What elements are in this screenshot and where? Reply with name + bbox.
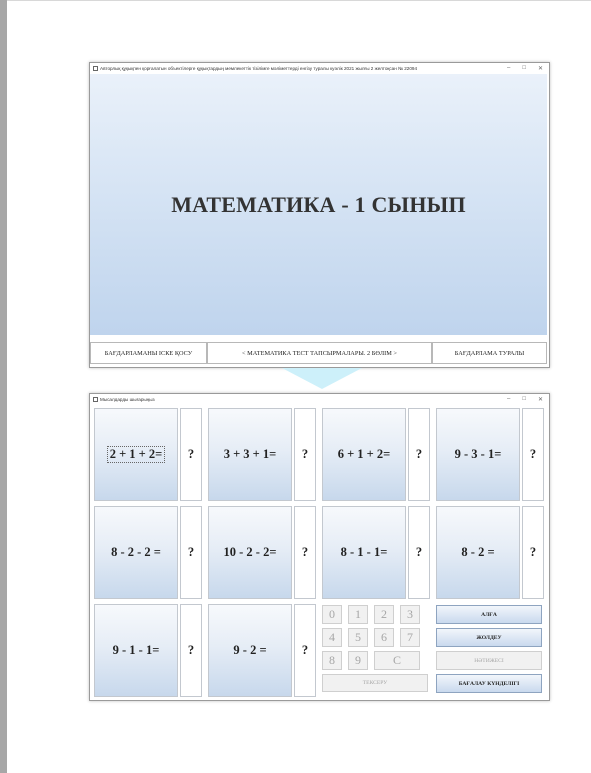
keypad-digit-3[interactable]: 3 xyxy=(400,605,420,624)
page-edge xyxy=(0,0,7,773)
keypad-digit-7[interactable]: 7 xyxy=(400,628,420,647)
keypad-digit-0[interactable]: 0 xyxy=(322,605,342,624)
keypad-clear-button[interactable]: C xyxy=(374,651,420,670)
splash-window xyxy=(89,62,550,368)
maximize-icon[interactable]: □ xyxy=(522,65,526,71)
assessment-diary-button[interactable]: БАҒАЛАУ КҮНДЕЛІГІ xyxy=(436,674,542,693)
splash-button-bar xyxy=(90,342,547,364)
maximize-icon[interactable]: □ xyxy=(522,396,526,402)
connector-arrow xyxy=(282,368,362,389)
keypad-digit-1[interactable]: 1 xyxy=(348,605,368,624)
app-icon xyxy=(93,66,98,71)
keypad-digit-9[interactable]: 9 xyxy=(348,651,368,670)
splash-body xyxy=(90,74,547,335)
splash-titlebar xyxy=(90,63,549,74)
keypad-digit-5[interactable]: 5 xyxy=(348,628,368,647)
answer-box[interactable]: ? xyxy=(522,408,544,501)
exercise-titlebar xyxy=(90,394,549,405)
hint-button[interactable]: ЖОЛДЕУ xyxy=(436,628,542,647)
problem-card[interactable]: 8 - 2 - 2 = xyxy=(94,506,178,599)
check-button[interactable]: ТЕКСЕРУ xyxy=(322,674,428,692)
answer-box[interactable]: ? xyxy=(408,506,430,599)
close-icon[interactable]: ✕ xyxy=(537,397,543,403)
start-program-button[interactable]: БАҒДАРЛАМАНЫ ІСКЕ ҚОСУ xyxy=(90,342,207,364)
main-heading: МАТЕМАТИКА - 1 СЫНЫП xyxy=(171,191,466,217)
keypad-digit-8[interactable]: 8 xyxy=(322,651,342,670)
splash-window-title: Авторлық құқықпен қорғалатын объектілерге құқықтардың мемлекеттік тізілімге мәліметтерді енгізу туралы куәлік 2021 жылғы 2 желтоқсан № 22094 xyxy=(100,66,418,71)
answer-box[interactable]: ? xyxy=(408,408,430,501)
minimize-icon[interactable]: – xyxy=(507,396,511,402)
keypad-digit-6[interactable]: 6 xyxy=(374,628,394,647)
answer-box[interactable]: ? xyxy=(294,506,316,599)
answer-box[interactable]: ? xyxy=(522,506,544,599)
minimize-icon[interactable]: – xyxy=(507,65,511,71)
problem-card[interactable]: 9 - 2 = xyxy=(208,604,292,697)
exercise-window-title: Мысалдарды шығарыңыз xyxy=(100,397,155,402)
answer-box[interactable]: ? xyxy=(180,604,202,697)
math-tasks-button[interactable]: < МАТЕМАТИКА ТЕСТ ТАПСЫРМАЛАРЫ. 2 БӨЛІМ > xyxy=(207,342,432,364)
answer-box[interactable]: ? xyxy=(294,408,316,501)
problem-card[interactable]: 8 - 2 = xyxy=(436,506,520,599)
result-button[interactable]: НӘТИЖЕСІ xyxy=(436,651,542,670)
problem-card[interactable]: 3 + 3 + 1= xyxy=(208,408,292,501)
problem-card[interactable]: 6 + 1 + 2= xyxy=(322,408,406,501)
next-button[interactable]: АЛҒА xyxy=(436,605,542,624)
close-icon[interactable]: ✕ xyxy=(537,66,543,72)
problem-card[interactable]: 2 + 1 + 2= xyxy=(94,408,178,501)
about-program-button[interactable]: БАҒДАРЛАМА ТУРАЛЫ xyxy=(432,342,547,364)
app-icon xyxy=(93,397,98,402)
problem-card[interactable]: 10 - 2 - 2= xyxy=(208,506,292,599)
exercise-window xyxy=(89,393,550,701)
problem-card[interactable]: 9 - 1 - 1= xyxy=(94,604,178,697)
keypad-digit-2[interactable]: 2 xyxy=(374,605,394,624)
answer-box[interactable]: ? xyxy=(294,604,316,697)
problem-card[interactable]: 8 - 1 - 1= xyxy=(322,506,406,599)
keypad-digit-4[interactable]: 4 xyxy=(322,628,342,647)
answer-box[interactable]: ? xyxy=(180,408,202,501)
problem-card[interactable]: 9 - 3 - 1= xyxy=(436,408,520,501)
page-edge-top xyxy=(7,0,591,1)
answer-box[interactable]: ? xyxy=(180,506,202,599)
